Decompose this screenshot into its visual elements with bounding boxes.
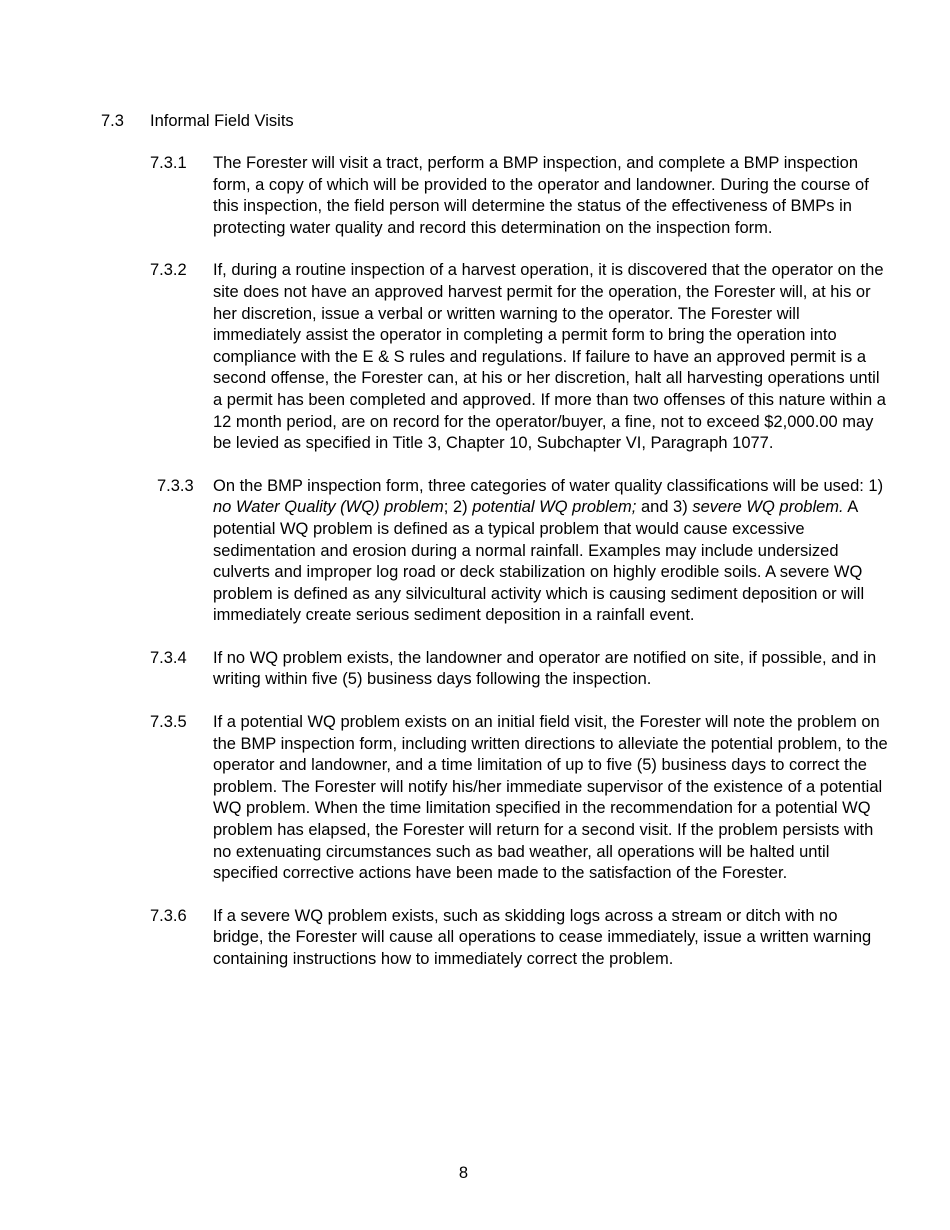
list-item [150,476,890,627]
item-text-intro: On the BMP inspection form, three categories of water quality classifications will be used: 1) [213,476,884,495]
list-item [150,906,890,971]
item-list [150,153,890,992]
item-text-rest: A potential WQ problem is defined as a typical problem that would cause excessive sedimentation and erosion during a normal rainfall. Examples may include undersized culverts and improper log road or deck stabilization on highly erodible soils. A severe WQ problem is defined as any silvicultural activity which is causing sediment deposition or will immediately create serious sediment deposition in a rainfall event. [213,498,865,625]
term-no-wq-problem: no Water Quality (WQ) problem [213,498,444,517]
item-number: 7.3.6 [150,906,187,925]
section-heading [101,110,294,132]
list-item [150,712,890,885]
section-number: 7.3 [101,112,124,130]
term-potential-wq-problem: potential WQ problem; [472,498,637,517]
separator: and 3) [636,498,693,517]
item-text [213,476,890,627]
page-number: 8 [458,1164,469,1182]
list-item [150,153,890,239]
list-item [150,260,890,454]
item-text: If, during a routine inspection of a harvest operation, it is discovered that the operator on the site does not have an approved harvest permit for the operation, the Forester will, at his or her discretion, issue a verbal or written warning to the operator. The Forester will immediately assist the operator in completing a permit form to bring the operation into compliance with the E & S rules and regulations. If failure to have an approved permit is a second offense, the Forester can, at his or her discretion, halt all harvesting operations until a permit has been completed and approved. If more than two offenses of this nature within a 12 month period, are on record for the operator/buyer, a fine, not to exceed $2,000.00 may be levied as specified in Title 3, Chapter 10, Subchapter VI, Paragraph 1077. [213,261,886,453]
list-item [150,648,890,691]
item-number: 7.3.4 [150,648,187,667]
separator: ; 2) [443,498,473,517]
term-severe-wq-problem: severe WQ problem. [692,498,844,517]
item-text: If no WQ problem exists, the landowner and operator are notified on site, if possible, and in writing within five (5) business days following the inspection. [213,648,877,689]
item-text: The Forester will visit a tract, perform a BMP inspection, and complete a BMP inspection form, a copy of which will be provided to the operator and landowner. During the course of this inspection, the field person will determine the status of the effectiveness of BMPs in protecting water quality and record this determination on the inspection form. [213,154,869,237]
item-number: 7.3.2 [150,261,187,280]
item-number: 7.3.1 [150,154,187,172]
item-number: 7.3.5 [150,713,187,732]
item-text: If a severe WQ problem exists, such as skidding logs across a stream or ditch with no bridge, the Forester will cause all operations to cease immediately, issue a written warning containing instructions how to immediately correct the problem. [213,906,872,968]
section-title: Informal Field Visits [150,112,294,130]
item-number: 7.3.3 [157,476,194,495]
item-text: If a potential WQ problem exists on an initial field visit, the Forester will note the problem on the BMP inspection form, including written directions to alleviate the potential problem, to the operator and landowner, and a time limitation of up to five (5) business days to correct the problem. The Forester will notify his/her immediate supervisor of the existence of a potential WQ problem. When the time limitation specified in the recommendation for a potential WQ problem has elapsed, the Forester will return for a second visit. If the problem persists with no extenuating circumstances such as bad weather, all operations will be halted until specified corrective actions have been made to the satisfaction of the Forester. [213,713,888,883]
